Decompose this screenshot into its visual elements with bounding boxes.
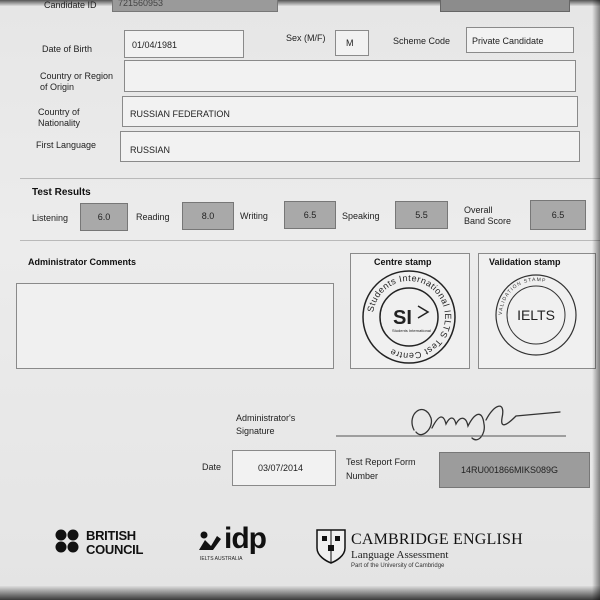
validation-stamp-title: Validation stamp (489, 257, 561, 267)
divider-1 (20, 178, 600, 179)
idp-figure-icon (197, 530, 223, 552)
language-label: First Language (36, 140, 97, 150)
reading-score: 8.0 (182, 202, 234, 230)
overall-label-line-2: Band Score (464, 216, 512, 226)
bottom-shadow (0, 586, 600, 600)
validation-stamp-ring-text: VALIDATION STAMP (497, 276, 547, 316)
origin-label: Country or Region of Origin (40, 71, 114, 92)
british-council-text-line-2: COUNCIL (86, 542, 144, 557)
scheme-value: Private Candidate (472, 36, 544, 46)
signature-label-line-1: Administrator's (236, 413, 296, 423)
cambridge-crest-icon (316, 528, 346, 564)
idp-text: idp (224, 522, 266, 555)
date-label: Date (202, 462, 222, 472)
british-council-text-line-1: BRITISH (86, 528, 136, 543)
cambridge-text-line-1: CAMBRIDGE ENGLISH (351, 531, 523, 548)
centre-stamp-ring-text: Students International IELTS Test Centre (365, 272, 454, 362)
administrator-signature-image (336, 394, 566, 450)
language-value: RUSSIAN (130, 145, 171, 155)
signature-label-line-2: Signature (236, 426, 275, 436)
trf-label-line-2: Number (346, 471, 379, 481)
writing-label: Writing (240, 211, 268, 221)
sex-value: M (346, 38, 354, 48)
cambridge-text-line-3: Part of the University of Cambridge (351, 563, 445, 569)
writing-score: 6.5 (284, 201, 336, 229)
right-shadow (592, 0, 600, 600)
centre-stamp-arrow-icon (418, 306, 428, 318)
nationality-label: Country of Nationality (38, 107, 81, 128)
candidate-id-value: 721560953 (118, 0, 164, 8)
centre-stamp-title: Centre stamp (374, 257, 432, 267)
overall-score: 6.5 (530, 200, 586, 230)
speaking-score: 5.5 (395, 201, 448, 229)
origin-box (124, 60, 576, 92)
centre-stamp-seal (356, 268, 462, 366)
divider-2 (20, 240, 600, 241)
photo-area (440, 0, 570, 12)
date-value: 03/07/2014 (258, 463, 304, 473)
admin-comments-box (16, 283, 334, 369)
listening-score: 6.0 (80, 203, 128, 231)
dob-label: Date of Birth (42, 44, 93, 54)
reading-label: Reading (136, 212, 170, 222)
centre-stamp-logo-sub: Students International (392, 328, 431, 333)
scheme-label: Scheme Code (393, 36, 451, 46)
listening-label: Listening (32, 213, 69, 223)
idp-sub-text: IELTS AUSTRALIA (200, 556, 243, 562)
overall-label-line-1: Overall (464, 205, 493, 215)
validation-stamp-seal (494, 273, 578, 357)
validation-stamp-text: IELTS (517, 307, 555, 323)
sex-label: Sex (M/F) (286, 33, 326, 43)
trf-value: 14RU001866MIKS089G (461, 465, 559, 475)
candidate-id-label: Candidate ID (44, 0, 97, 10)
centre-stamp-logo: SI (393, 307, 412, 329)
speaking-label: Speaking (342, 211, 380, 221)
test-results-heading: Test Results (32, 187, 91, 198)
admin-comments-heading: Administrator Comments (28, 257, 137, 267)
british-council-dots-icon (55, 529, 85, 559)
trf-label-line-1: Test Report Form (346, 457, 416, 467)
language-box (120, 131, 580, 162)
dob-value: 01/04/1981 (132, 40, 178, 50)
nationality-value: RUSSIAN FEDERATION (130, 109, 230, 119)
cambridge-text-line-2: Language Assessment (351, 549, 449, 561)
